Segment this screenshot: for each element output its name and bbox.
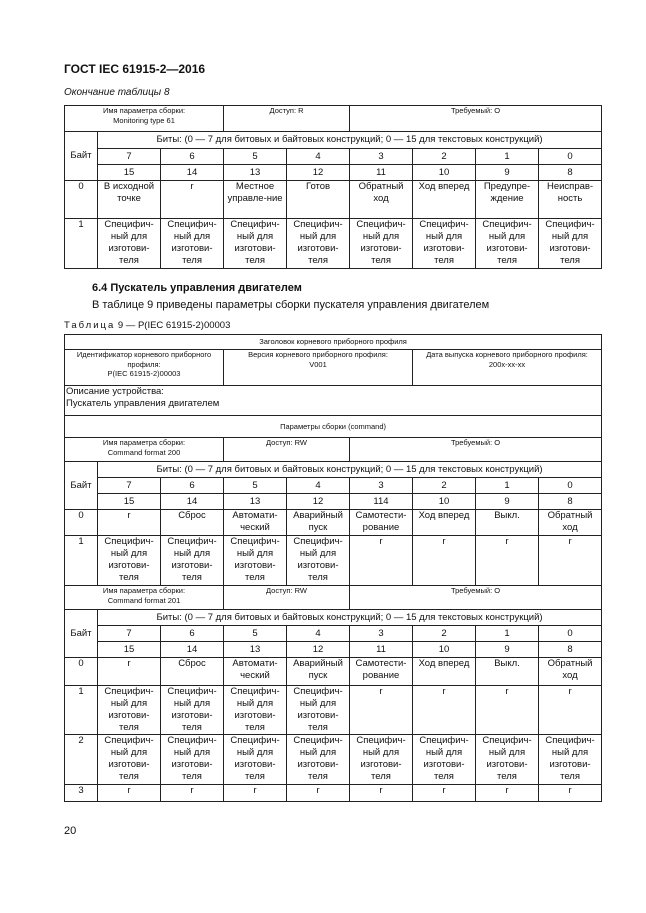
bit-number-cell: 12	[287, 642, 350, 658]
release-date-value: 200x-xx-xx	[488, 359, 526, 369]
table9-caption-word: Таблица	[64, 320, 116, 331]
bit-number-cell: 13	[224, 165, 287, 181]
table-8-end	[64, 105, 602, 269]
bit-function-cell: r	[539, 536, 602, 586]
bit-function-cell: Специфич-ный для изготови-теля	[224, 735, 287, 785]
bit-function-cell: Специфич-ный для изготови-теля	[539, 735, 602, 785]
bit-number-cell: 7	[98, 149, 161, 165]
page-number: 20	[64, 825, 77, 837]
param-name-label: Имя параметра сборки:	[102, 438, 186, 447]
root-id-value: P(IEC 61915-2)00003	[107, 369, 181, 378]
section-intro: В таблице 9 приведены параметры сборки пускателя управления двигателем	[92, 299, 490, 311]
bit-function-cell: Специфич-ный для изготови-теля	[224, 219, 287, 269]
bit-function-cell: Автомати-ческий	[224, 510, 287, 536]
bit-function-cell: Специфич-ный для изготови-теля	[287, 735, 350, 785]
param-name-value: Command format 200	[107, 447, 181, 457]
bits-header: Биты: (0 — 7 для битовых и байтовых конструкций; 0 — 15 для текстовых конструкций)	[98, 132, 602, 149]
bit-number-cell: 1	[476, 626, 539, 642]
section-title: 6.4 Пускатель управления двигателем	[92, 282, 302, 294]
bit-function-cell: Специфич-ный для изготови-теля	[287, 219, 350, 269]
bit-number-cell: 5	[224, 149, 287, 165]
param-name-label: Имя параметра сборки:	[102, 586, 186, 595]
bit-number-cell: 0	[539, 626, 602, 642]
bit-function-cell: r	[413, 686, 476, 735]
bit-function-cell: r	[161, 181, 224, 219]
byte-number-cell: 2	[65, 735, 98, 785]
bit-number-cell: 1	[476, 149, 539, 165]
bit-function-cell: Специфич-ный для изготови-теля	[413, 219, 476, 269]
access-cell: Доступ: R	[224, 106, 350, 132]
bits-header: Биты: (0 — 7 для битовых и байтовых конструкций; 0 — 15 для текстовых конструкций)	[98, 610, 602, 626]
bit-number-cell: 13	[224, 642, 287, 658]
assembly-parameters-header: Параметры сборки (command)	[65, 416, 602, 438]
release-date-label: Дата выпуска корневого приборного профиля:	[426, 350, 588, 359]
bit-function-cell: Специфич-ный для изготови-теля	[350, 219, 413, 269]
bit-function-cell: Специфич-ный для изготови-теля	[413, 735, 476, 785]
bit-function-cell: Специфич-ный для изготови-теля	[539, 219, 602, 269]
bit-number-cell: 6	[161, 478, 224, 494]
bit-function-cell: r	[476, 785, 539, 802]
bit-function-cell: Специфич-ный для изготови-теля	[224, 686, 287, 735]
bit-function-cell: Выкл.	[476, 510, 539, 536]
byte-number-cell: 0	[65, 181, 98, 219]
bit-function-cell: Самотести-рование	[350, 658, 413, 686]
bit-number-cell: 10	[413, 642, 476, 658]
param-name-value: Monitoring type 61	[113, 115, 175, 125]
param-name-value: Command format 201	[107, 595, 181, 605]
bit-number-cell: 6	[161, 626, 224, 642]
bit-function-cell: Специфич-ный для изготови-теля	[287, 686, 350, 735]
bit-function-cell: r	[350, 536, 413, 586]
bit-number-cell: 1	[476, 478, 539, 494]
bits-header: Биты: (0 — 7 для битовых и байтовых конструкций; 0 — 15 для текстовых конструкций)	[98, 462, 602, 478]
param-name-cell	[65, 106, 224, 132]
bit-number-cell: 11	[350, 642, 413, 658]
bit-number-cell: 12	[287, 494, 350, 510]
bit-number-cell: 0	[539, 149, 602, 165]
bit-function-cell: Обратный ход	[539, 510, 602, 536]
bit-function-cell: Специфич-ный для изготови-теля	[98, 735, 161, 785]
bit-number-cell: 3	[350, 478, 413, 494]
bit-function-cell: r	[413, 785, 476, 802]
table9-caption-rest: 9 — P(IEC 61915-2)00003	[115, 320, 231, 331]
table8-caption: Окончание таблицы 8	[64, 87, 170, 98]
device-description-label: Описание устройства:	[66, 386, 164, 397]
bit-number-cell: 8	[539, 165, 602, 181]
root-profile-header: Заголовок корневого приборного профиля	[65, 335, 602, 350]
bit-number-cell: 11	[350, 165, 413, 181]
bit-number-cell: 8	[539, 642, 602, 658]
bit-number-cell: 7	[98, 626, 161, 642]
byte-number-cell: 1	[65, 219, 98, 269]
bit-function-cell: В исходной точке	[98, 181, 161, 219]
bit-function-cell: Ход вперед	[413, 510, 476, 536]
bit-number-cell: 10	[413, 165, 476, 181]
bit-function-cell: r	[98, 510, 161, 536]
byte-number-cell: 0	[65, 510, 98, 536]
byte-label: Байт	[65, 132, 98, 181]
bit-function-cell: r	[539, 686, 602, 735]
byte-label: Байт	[65, 462, 98, 510]
byte-label: Байт	[65, 610, 98, 658]
bit-number-cell: 15	[98, 165, 161, 181]
bit-function-cell: Специфич-ный для изготови-теля	[287, 536, 350, 586]
bit-function-cell: Специфич-ный для изготови-теля	[476, 735, 539, 785]
version-value: V001	[309, 359, 327, 369]
bit-number-cell: 14	[161, 642, 224, 658]
bit-number-cell: 14	[161, 494, 224, 510]
access-cell: Доступ: RW	[224, 438, 350, 462]
access-cell: Доступ: RW	[224, 586, 350, 610]
bit-number-cell: 6	[161, 149, 224, 165]
bit-number-cell: 4	[287, 149, 350, 165]
bit-function-cell: Сброс	[161, 510, 224, 536]
device-description-value: Пускатель управления двигателем	[66, 398, 220, 409]
param-name-label: Имя параметра сборки:	[102, 106, 186, 115]
version-cell	[224, 350, 413, 386]
bit-number-cell: 4	[287, 478, 350, 494]
document-header: ГОСТ IEC 61915-2—2016	[64, 62, 206, 76]
bit-number-cell: 5	[224, 478, 287, 494]
bit-number-cell: 7	[98, 478, 161, 494]
root-id-label: Идентификатор корневого приборного профиля:	[76, 350, 212, 369]
bit-number-cell: 15	[98, 642, 161, 658]
bit-function-cell: r	[98, 658, 161, 686]
bit-number-cell: 9	[476, 494, 539, 510]
required-cell: Требуемый: О	[350, 438, 602, 462]
bit-number-cell: 12	[287, 165, 350, 181]
bit-function-cell: Местное управле-ние	[224, 181, 287, 219]
param-name-cell	[65, 438, 224, 462]
bit-function-cell: Ход вперед	[413, 181, 476, 219]
required-cell: Требуемый: О	[350, 106, 602, 132]
release-date-cell	[413, 350, 602, 386]
bit-number-cell: 114	[350, 494, 413, 510]
bit-number-cell: 2	[413, 149, 476, 165]
bit-function-cell: r	[539, 785, 602, 802]
byte-number-cell: 3	[65, 785, 98, 802]
bit-function-cell: r	[476, 686, 539, 735]
bit-function-cell: Обратный ход	[350, 181, 413, 219]
bit-number-cell: 0	[539, 478, 602, 494]
bit-function-cell: r	[350, 785, 413, 802]
bit-number-cell: 3	[350, 149, 413, 165]
bit-function-cell: Специфич-ный для изготови-теля	[98, 536, 161, 586]
bit-function-cell: Специфич-ный для изготови-теля	[161, 686, 224, 735]
bit-number-cell: 9	[476, 642, 539, 658]
bit-function-cell: r	[476, 536, 539, 586]
param-name-cell	[65, 586, 224, 610]
bit-function-cell: r	[98, 785, 161, 802]
bit-number-cell: 2	[413, 626, 476, 642]
byte-number-cell: 1	[65, 686, 98, 735]
root-id-cell	[65, 350, 224, 386]
bit-function-cell: Сброс	[161, 658, 224, 686]
device-description-cell	[65, 386, 602, 416]
bit-function-cell: r	[224, 785, 287, 802]
bit-function-cell: r	[350, 686, 413, 735]
bit-function-cell: Автомати-ческий	[224, 658, 287, 686]
version-label: Версия корневого приборного профиля:	[248, 350, 388, 359]
bit-function-cell: Ход вперед	[413, 658, 476, 686]
bit-function-cell: Неисправ-ность	[539, 181, 602, 219]
bit-function-cell: r	[287, 785, 350, 802]
byte-number-cell: 1	[65, 536, 98, 586]
bit-number-cell: 5	[224, 626, 287, 642]
byte-number-cell: 0	[65, 658, 98, 686]
bit-function-cell: r	[413, 536, 476, 586]
bit-function-cell: Специфич-ный для изготови-теля	[350, 735, 413, 785]
bit-function-cell: Специфич-ный для изготови-теля	[161, 219, 224, 269]
bit-number-cell: 14	[161, 165, 224, 181]
bit-function-cell: Специфич-ный для изготови-теля	[476, 219, 539, 269]
table9-caption	[64, 320, 230, 331]
bit-function-cell: Предупре-ждение	[476, 181, 539, 219]
bit-function-cell: Самотести-рование	[350, 510, 413, 536]
required-cell: Требуемый: О	[350, 586, 602, 610]
bit-function-cell: Специфич-ный для изготови-теля	[161, 536, 224, 586]
bit-number-cell: 15	[98, 494, 161, 510]
bit-function-cell: r	[161, 785, 224, 802]
bit-number-cell: 9	[476, 165, 539, 181]
bit-function-cell: Специфич-ный для изготови-теля	[161, 735, 224, 785]
table-9	[64, 334, 602, 802]
bit-function-cell: Готов	[287, 181, 350, 219]
bit-function-cell: Обратный ход	[539, 658, 602, 686]
bit-number-cell: 8	[539, 494, 602, 510]
bit-function-cell: Специфич-ный для изготови-теля	[224, 536, 287, 586]
bit-function-cell: Аварийный пуск	[287, 658, 350, 686]
bit-function-cell: Выкл.	[476, 658, 539, 686]
bit-number-cell: 4	[287, 626, 350, 642]
bit-function-cell: Аварийный пуск	[287, 510, 350, 536]
bit-function-cell: Специфич-ный для изготови-теля	[98, 219, 161, 269]
bit-number-cell: 3	[350, 626, 413, 642]
bit-number-cell: 13	[224, 494, 287, 510]
bit-function-cell: Специфич-ный для изготови-теля	[98, 686, 161, 735]
bit-number-cell: 2	[413, 478, 476, 494]
bit-number-cell: 10	[413, 494, 476, 510]
